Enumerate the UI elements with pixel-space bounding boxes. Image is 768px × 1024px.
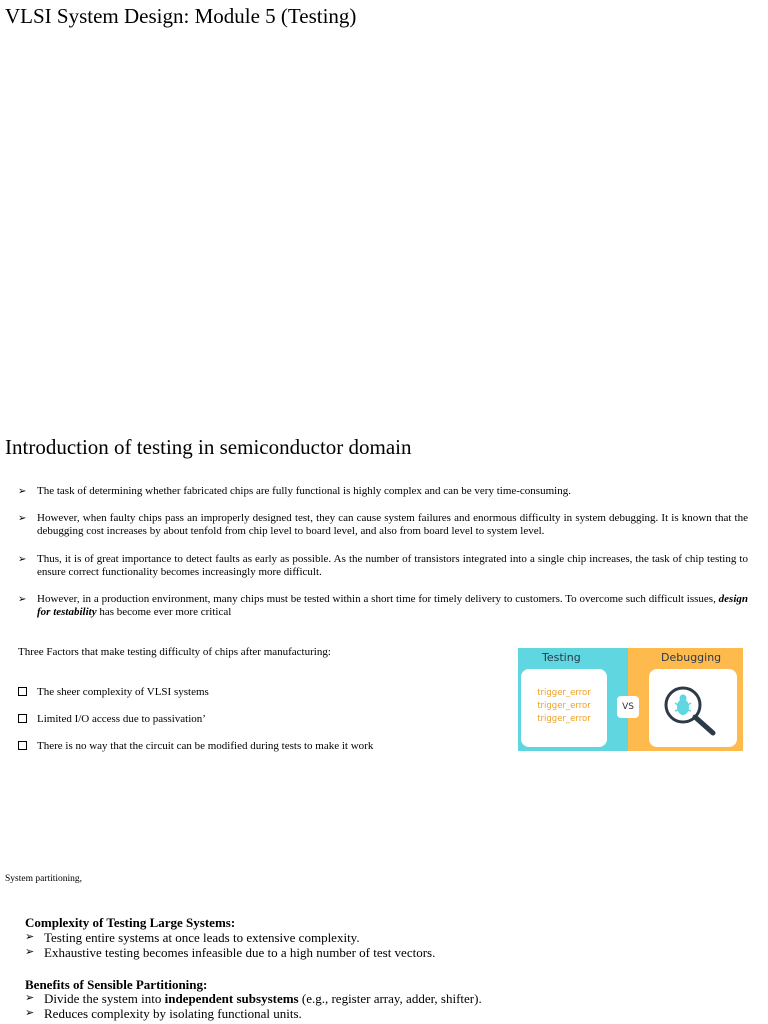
factor-text: There is no way that the circuit can be modified during tests to make it work [37, 740, 374, 752]
list-item [18, 740, 373, 752]
bullet-text: The task of determining whether fabricated chips are fully functional is highly complex and can be very time-consuming. [37, 485, 571, 497]
vs-badge: VS [617, 696, 639, 718]
list-item-text: Testing entire systems at once leads to extensive complexity. [44, 930, 360, 945]
list-item-text: Reduces complexity by isolating functional units. [44, 1006, 302, 1021]
list-item [25, 991, 482, 1007]
benefits-heading: Benefits of Sensible Partitioning: [25, 977, 208, 992]
arrow-bullet-icon: ➢ [18, 513, 27, 524]
code-card [521, 669, 607, 747]
list-item [18, 485, 748, 498]
arrow-bullet-icon: ➢ [18, 594, 27, 605]
bullet-text-part: has become ever more critical [96, 606, 232, 618]
list-item [18, 593, 748, 619]
list-item [18, 512, 748, 538]
list-item [25, 945, 435, 961]
arrow-bullet-icon: ➢ [25, 1007, 35, 1019]
arrow-bullet-icon: ➢ [18, 486, 27, 497]
arrow-bullet-icon: ➢ [18, 554, 27, 565]
bullet-text: However, when faulty chips pass an improperly designed test, they can cause system failures and enormous difficulty in system debugging. It is known that the debugging cost increases by about tenfold from chip level to board level, and also from board level to system level. [37, 512, 748, 537]
bullet-text [37, 593, 748, 619]
system-partitioning-label: System partitioning, [5, 874, 83, 884]
factors-heading: Three Factors that make testing difficulty of chips after manufacturing: [18, 646, 331, 658]
square-bullet-icon [18, 714, 27, 723]
bug-magnifier-icon [649, 669, 737, 747]
complexity-heading: Complexity of Testing Large Systems: [25, 915, 236, 930]
testing-vs-debugging-figure [518, 648, 743, 751]
list-item [25, 1006, 302, 1022]
testing-panel [518, 648, 628, 751]
emphasis-text: design for testability [37, 593, 748, 618]
list-item [25, 930, 360, 946]
code-line: trigger_error [537, 688, 591, 698]
square-bullet-icon [18, 687, 27, 696]
list-item-text: Divide the system into independent subsystems (e.g., register array, adder, shifter). [44, 991, 482, 1006]
list-item [18, 686, 209, 698]
section-heading: Introduction of testing in semiconductor domain [5, 435, 412, 459]
arrow-bullet-icon: ➢ [25, 931, 35, 943]
list-item [18, 713, 206, 725]
arrow-bullet-icon: ➢ [25, 992, 35, 1004]
code-line: trigger_error [537, 714, 591, 724]
factor-text: The sheer complexity of VLSI systems [37, 686, 209, 698]
list-item-text: Exhaustive testing becomes infeasible due to a high number of test vectors. [44, 945, 436, 960]
list-item [18, 553, 748, 579]
code-line: trigger_error [537, 701, 591, 711]
bullet-text-part: However, in a production environment, many chips must be tested within a short time for timely delivery to customers. To overcome such difficult issues, [37, 593, 719, 605]
bug-card [649, 669, 737, 747]
page-title: VLSI System Design: Module 5 (Testing) [5, 4, 357, 28]
arrow-bullet-icon: ➢ [25, 946, 35, 958]
factor-text: Limited I/O access due to passivation’ [37, 713, 206, 725]
debugging-label: Debugging [661, 651, 722, 664]
debugging-panel [628, 648, 743, 751]
testing-label: Testing [542, 651, 581, 664]
bullet-text: Thus, it is of great importance to detect faults as early as possible. As the number of transistors integrated into a single chip increases, the task of chip testing to ensure correct functionality becomes increasingly more difficult. [37, 553, 748, 578]
square-bullet-icon [18, 741, 27, 750]
